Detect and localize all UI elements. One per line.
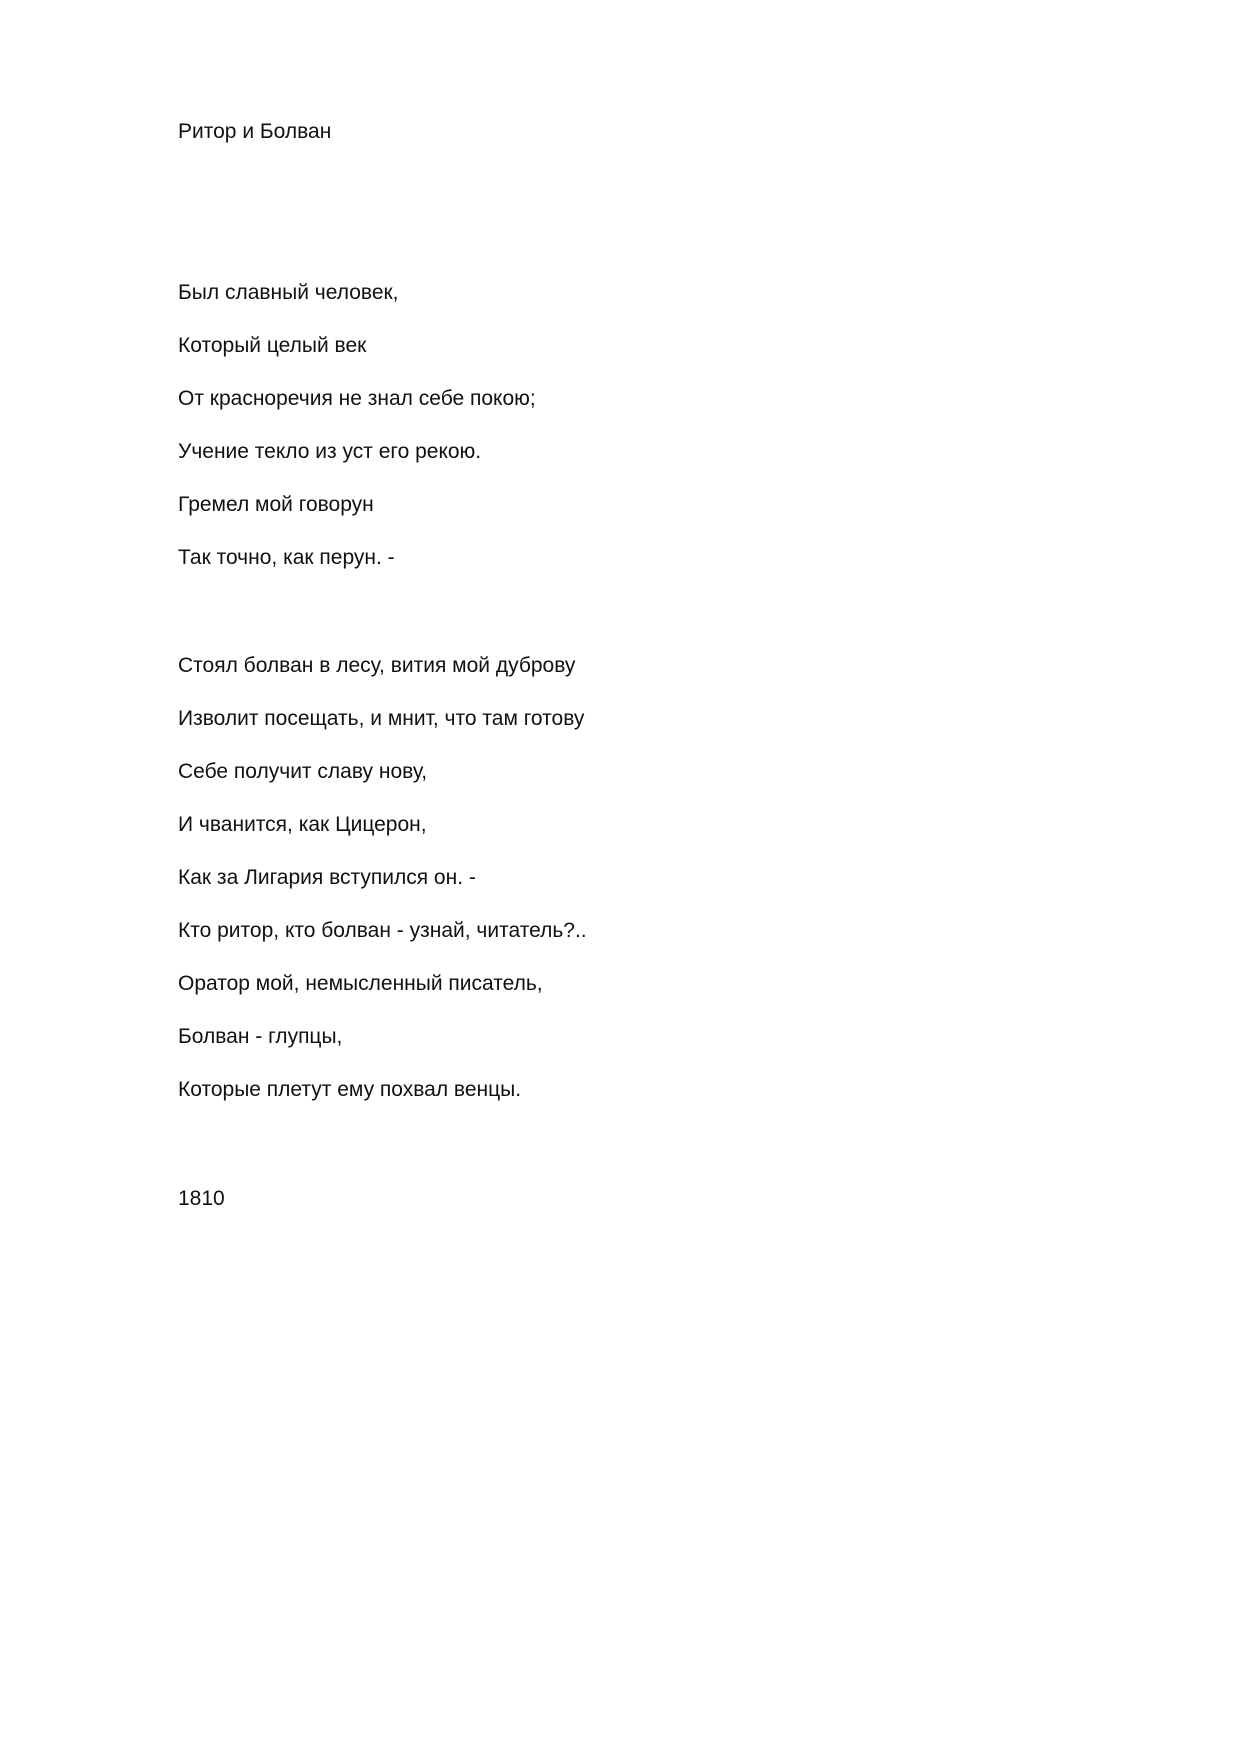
poem-line: Себе получит славу нову, — [178, 760, 428, 783]
stanza-2 — [178, 653, 587, 1130]
poem-line: Учение текло из уст его рекою. — [178, 440, 482, 463]
poem-line: Оратор мой, немысленный писатель, — [178, 972, 543, 995]
poem-line: Которые плетут ему похвал венцы. — [178, 1078, 522, 1101]
poem-line: Изволит посещать, и мнит, что там готову — [178, 707, 585, 730]
poem-line: Гремел мой говорун — [178, 493, 374, 516]
poem-title: Ритор и Болван — [178, 120, 332, 143]
poem-line: Кто ритор, кто болван - узнай, читатель?.. — [178, 919, 587, 942]
poem-line: Который целый век — [178, 334, 367, 357]
poem-line: Был славный человек, — [178, 281, 399, 304]
poem-line: Стоял болван в лесу, вития мой дуброву — [178, 654, 576, 677]
poem-year: 1810 — [178, 1187, 225, 1210]
poem-line: Как за Лигария вступился он. - — [178, 866, 476, 889]
poem-line: Болван - глупцы, — [178, 1025, 343, 1048]
poem-line: И чванится, как Цицерон, — [178, 813, 427, 836]
poem-line: Так точно, как перун. - — [178, 546, 395, 569]
poem-line: От красноречия не знал себе покою; — [178, 387, 536, 410]
stanza-1 — [178, 280, 536, 598]
